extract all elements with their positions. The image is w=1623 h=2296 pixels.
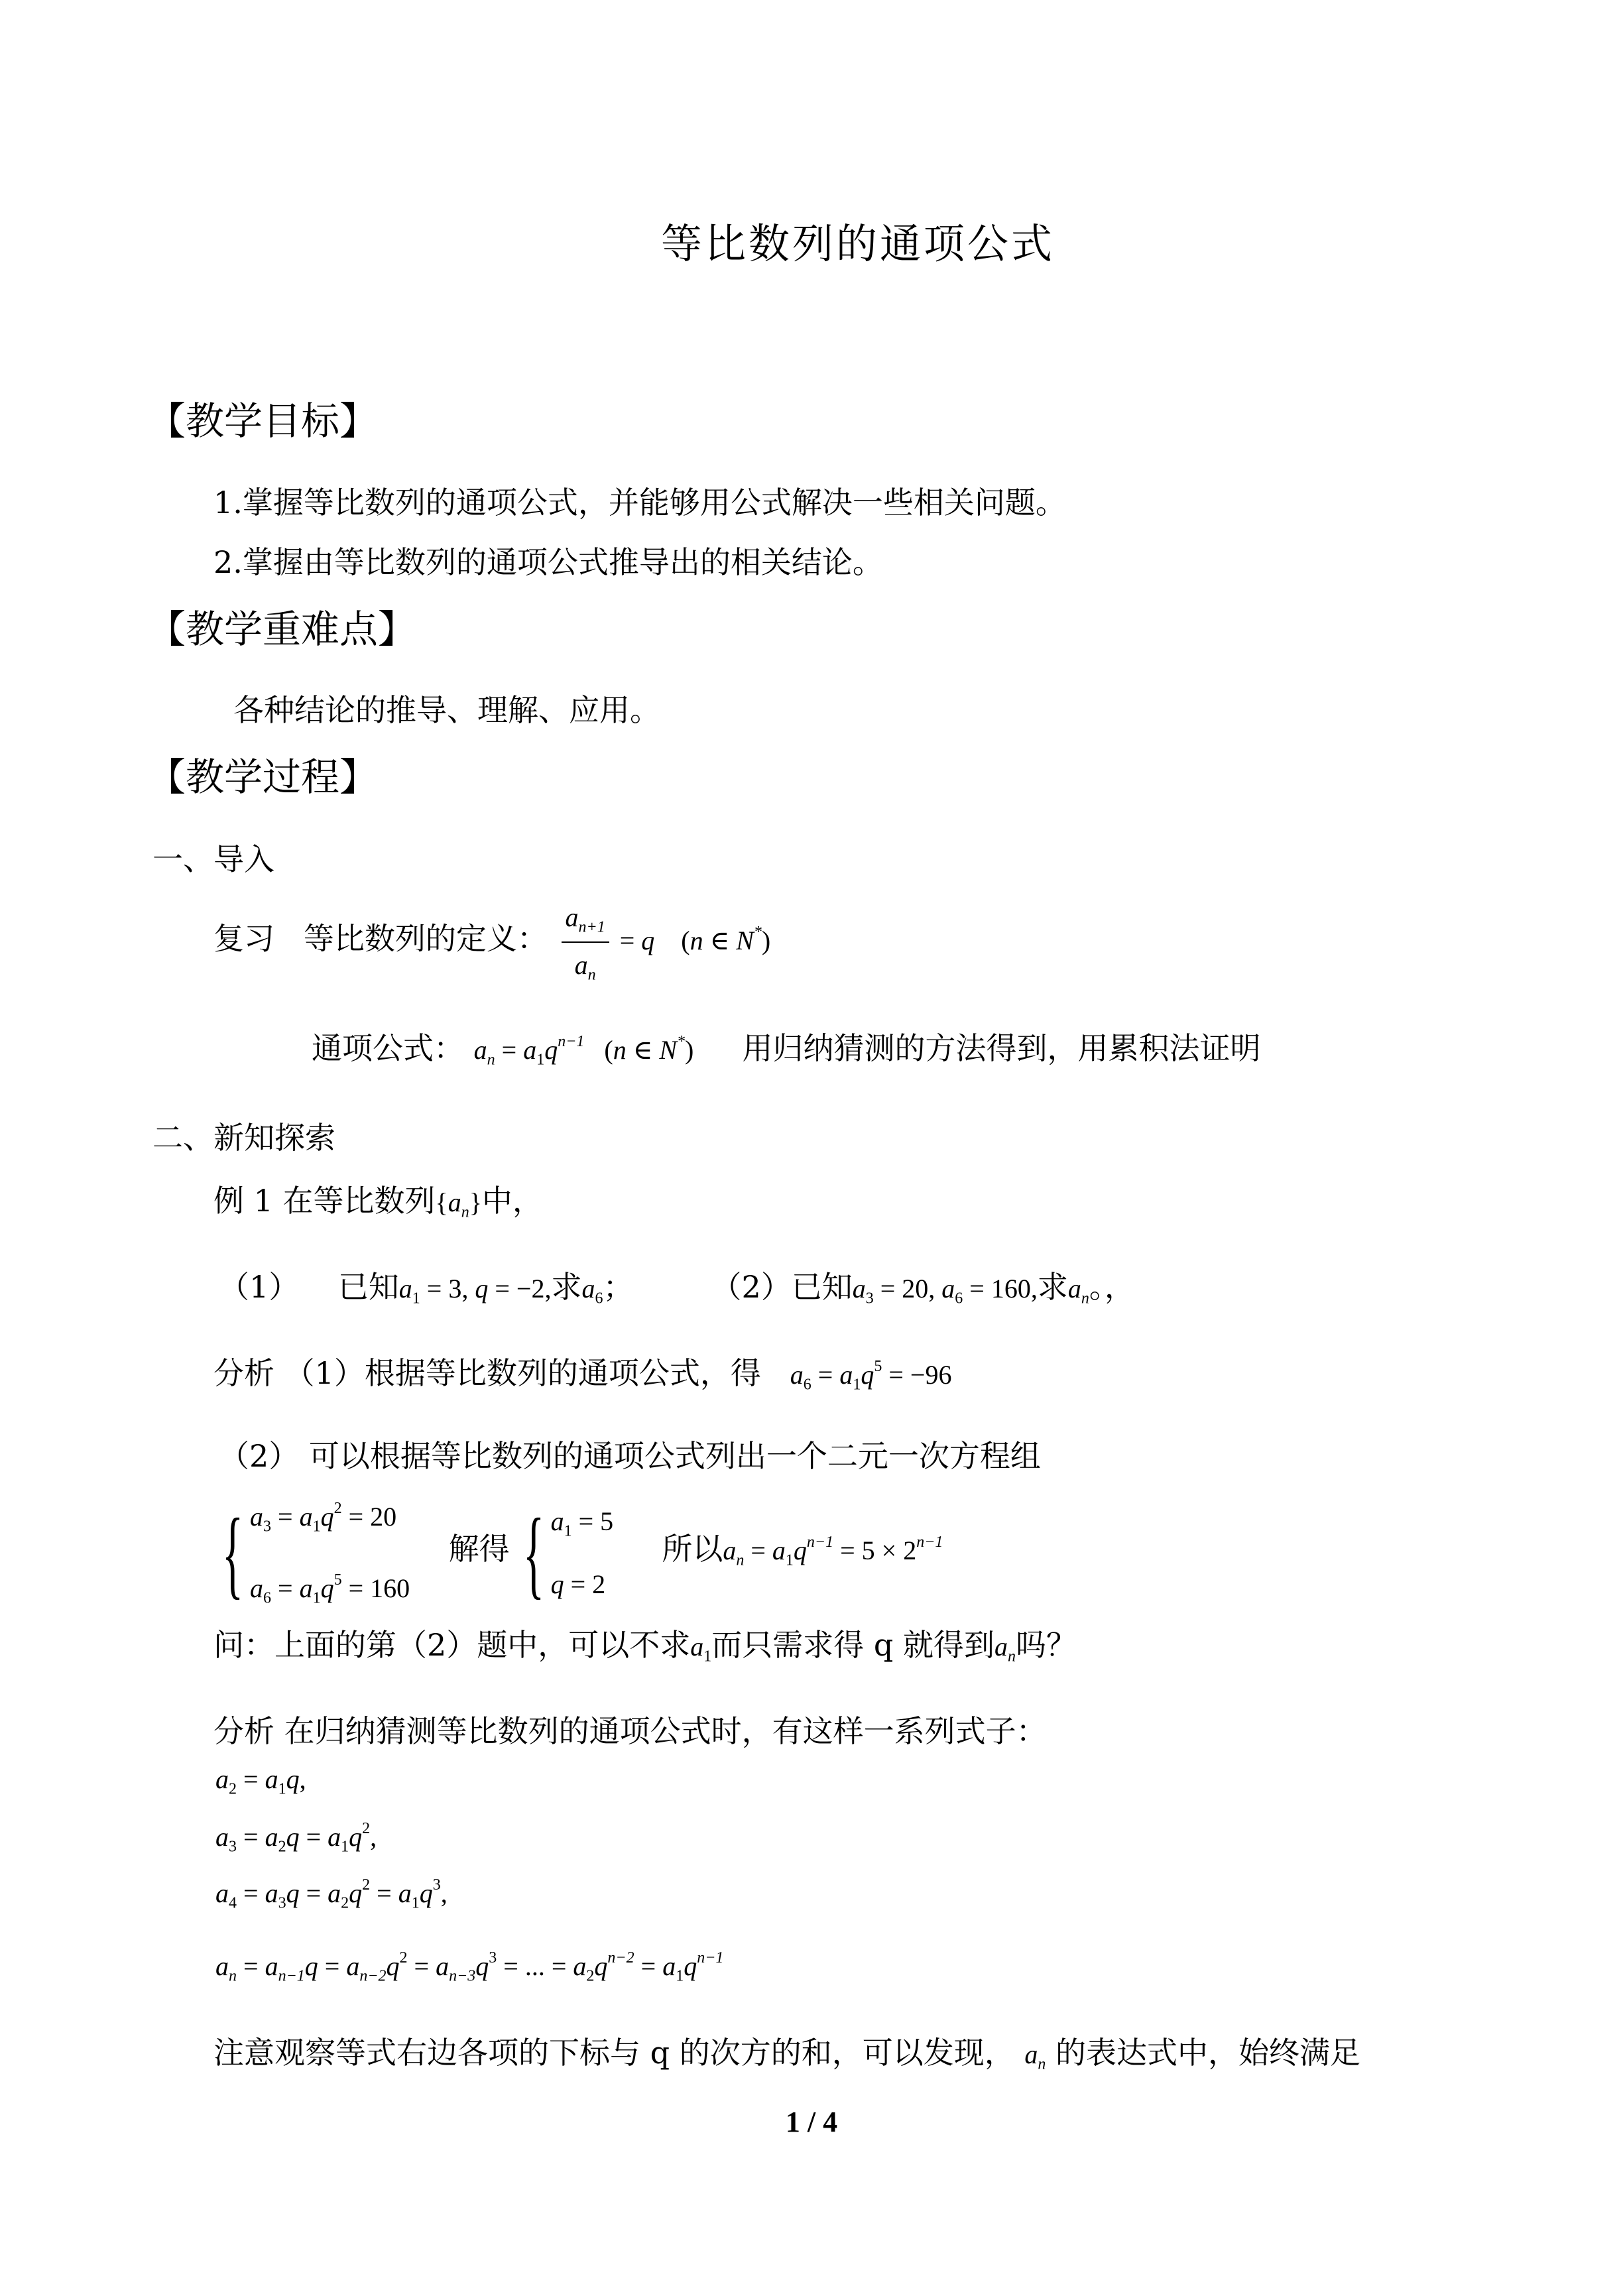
process-heading: 【教学过程】 [147,755,379,800]
intro-heading: 一、导入 [152,841,274,877]
general-formula-line [312,1024,1260,1069]
note-line: 注意观察等式右边各项的下标与 q 的次方的和，可以发现， $a_n$ 的表达式中，始终满足 [213,2035,1360,2073]
equation-system-block [209,1482,943,1624]
question-line: 问：上面的第（2）题中，可以不求$a_1$而只需求得 q 就得到$a_n$吗？ [213,1627,1077,1665]
induction-line-n: $a_n = a_{n-1}q = a_{n-2}q^2 = a_{n-3}q^3$ = ... = $a_2q^{n-2} = a_1q^{n-1}$ [215,1949,724,1985]
therefore-label: 所以 [662,1530,723,1567]
induction-line-3: $a_4 = a_3q = a_2q^2 = a_1q^3$, [215,1876,448,1912]
analysis-1: 分析 （1）根据等比数列的通项公式，得 $a_6 = a_1q^5 = -96$ [213,1355,952,1394]
example-parts: （1） 已知$a_1 = 3$, q = −2,求$a_6$； （2）已知$a_3 = 20$, $a_6 = 160$,求$a_n$。， [219,1269,1135,1307]
review-label: 复习 [213,920,274,957]
analysis-2: （2） 可以根据等比数列的通项公式列出一个二元一次方程组 [219,1438,1041,1474]
formula-label: 通项公式： [312,1030,464,1066]
induction-line-2: $a_3 = a_2q = a_1q^2$, [215,1820,377,1856]
definition-label: 等比数列的定义： [303,920,548,957]
goal-1: 1.掌握等比数列的通项公式，并能够用公式解决一些相关问题。 [213,485,1066,520]
page-number: 1 / 4 [785,2106,838,2138]
goals-heading: 【教学目标】 [147,398,379,444]
definition-formula: $\frac{a_{n+1}}{a_n}$ = q (n ∈ N*) [558,926,771,955]
difficulty-heading: 【教学重难点】 [147,607,417,652]
general-formula: $a_n = a_1q^{n-1}$ (n ∈ N*) [473,1032,694,1069]
induction-line-1: $a_2 = a_1q$, [215,1764,306,1798]
document-title: 等比数列的通项公式 [660,219,1055,268]
difficulty-text: 各种结论的推导、理解、应用。 [233,692,660,728]
solution-system: { $a_1 = 5$ q = 2 [522,1498,614,1608]
example-1: 例 1 在等比数列$\{a_n\}$中， [213,1183,543,1221]
explore-heading: 二、新知探索 [152,1120,335,1156]
result-formula: $a_n = a_1q^{n-1} = 5 \times 2^{n-1}$ [723,1533,943,1569]
analysis-3: 分析 在归纳猜测等比数列的通项公式时，有这样一系列式子： [213,1713,1047,1749]
formula-note: 用归纳猜测的方法得到，用累积法证明 [742,1030,1261,1066]
review-line [213,902,770,985]
sequence-symbol: $\{a_n\}$ [435,1187,482,1221]
goal-2: 2.掌握由等比数列的通项公式推导出的相关结论。 [213,544,883,580]
equation-system: { $a_3 = a_1q^2 = 20$ $a_6 = a_1q^5 = 160$ [221,1498,410,1608]
solve-label: 解得 [448,1530,510,1567]
analysis-1-formula: $a_6 = a_1q^5 = -96$ [790,1357,952,1394]
